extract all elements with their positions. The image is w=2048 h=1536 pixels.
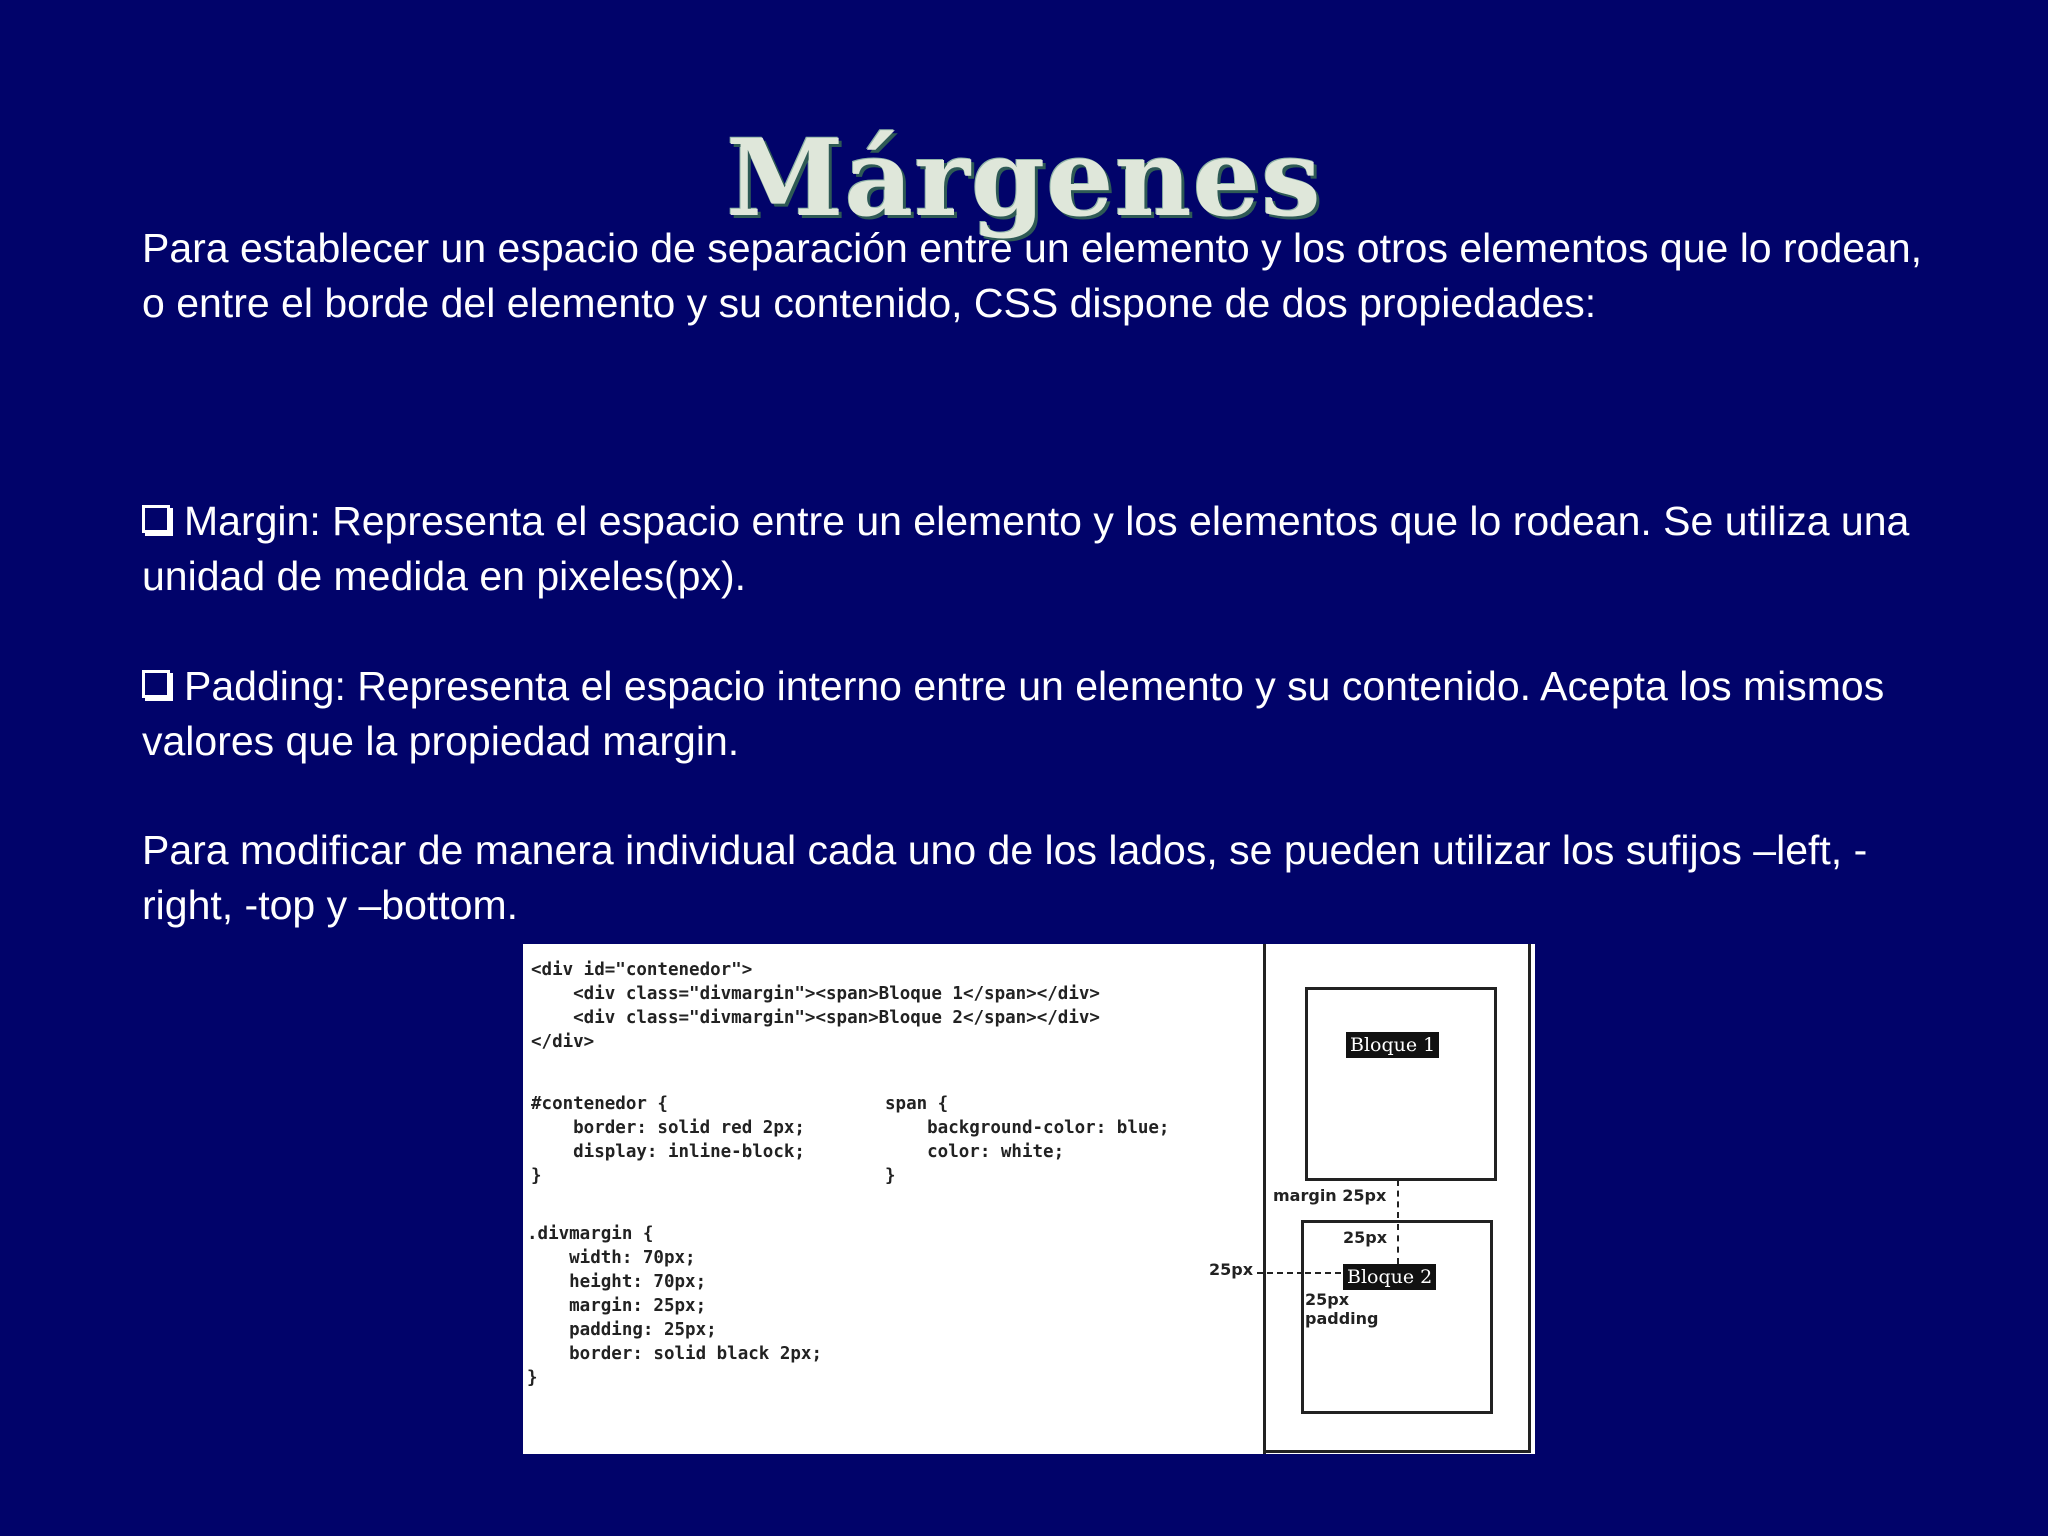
block-2-label: Bloque 2 <box>1343 1264 1436 1290</box>
css-span-snippet: span { background-color: blue; color: white; } <box>885 1094 1170 1186</box>
hollow-square-icon <box>142 670 170 698</box>
padding-left-dashed-line <box>1305 1272 1341 1274</box>
code-example-figure <box>523 944 1535 1454</box>
top-padding-annotation: 25px <box>1343 1228 1388 1247</box>
bullet-margin-text: Margin: Representa el espacio entre un elemento y los elementos que lo rodean. Se utiliza una unidad de medida en pixeles(px). <box>142 498 1910 599</box>
margin-annotation: margin 25px <box>1273 1186 1387 1205</box>
block-1-box <box>1305 987 1497 1181</box>
bullet-padding <box>142 659 1932 769</box>
hollow-square-icon <box>142 505 170 533</box>
bullet-margin <box>142 494 1932 604</box>
css-contenedor-snippet: #contenedor { border: solid red 2px; display: inline-block; } <box>531 1094 805 1186</box>
slide-title: Márgenes <box>726 115 1322 240</box>
padding-top-dashed-line <box>1397 1224 1399 1264</box>
margin-dashed-line <box>1397 1180 1399 1218</box>
padding-annotation: 25px padding <box>1305 1290 1379 1328</box>
html-code-snippet: <div id="contenedor"> <div class="divmargin"><span>Bloque 1</span></div> <div class="divmargin"><span>Bloque 2</span></div> </div> <box>531 960 1100 1052</box>
left-margin-annotation: 25px <box>1209 1260 1254 1279</box>
css-divmargin-snippet: .divmargin { width: 70px; height: 70px; margin: 25px; padding: 25px; border: solid black 2px; } <box>527 1224 823 1388</box>
outro-paragraph: Para modificar de manera individual cada uno de los lados, se pueden utilizar los sufijos –left, -right, -top y –bottom. <box>142 827 1868 928</box>
bullet-padding-text: Padding: Representa el espacio interno entre un elemento y su contenido. Acepta los mismos valores que la propiedad margin. <box>142 663 1885 764</box>
intro-paragraph: Para establecer un espacio de separación entre un elemento y los otros elementos que lo rodean, o entre el borde del elemento y su contenido, CSS dispone de dos propiedades: <box>142 225 1923 326</box>
margin-left-dashed-line <box>1257 1272 1303 1274</box>
block-1-label: Bloque 1 <box>1346 1032 1439 1058</box>
